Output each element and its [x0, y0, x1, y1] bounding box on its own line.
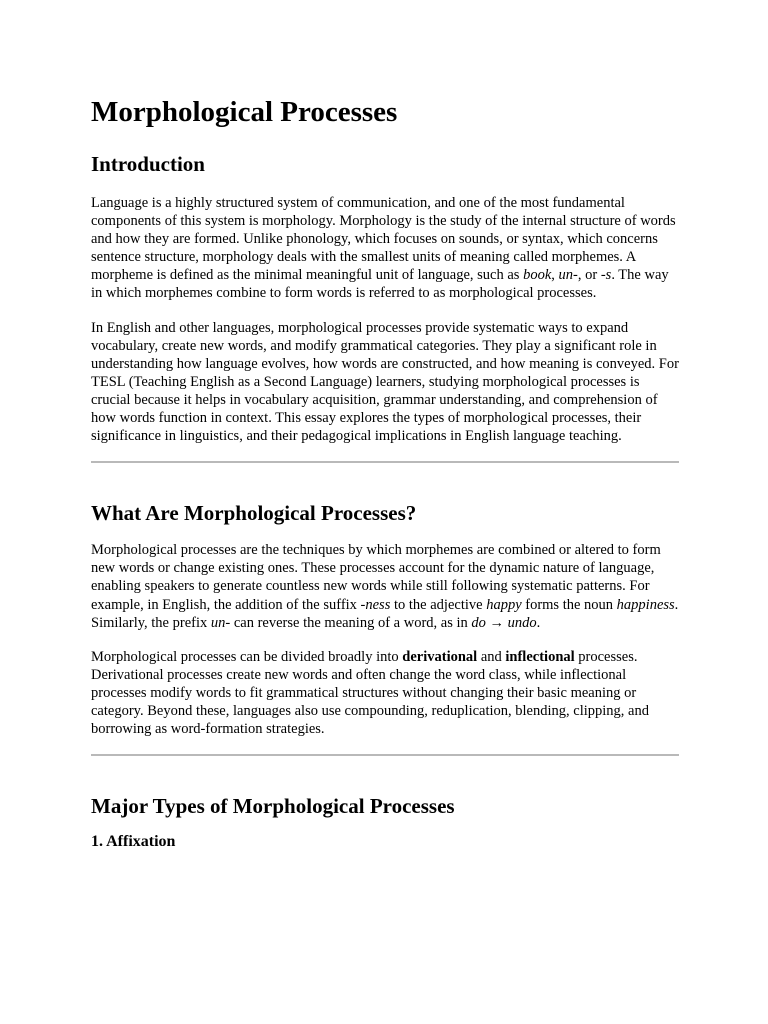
- text-run: and: [477, 648, 506, 665]
- example-word: un-: [210, 614, 231, 631]
- text-run: Morphological processes are the techniques by which morphemes are combined or altered to form new words or change existing ones. These processes account for the dynamic nature of language, enabling speakers to generate countless new words while still following systematic patterns. For example, in English, the addition of the suffix: [91, 542, 661, 613]
- what-paragraph-2: [91, 648, 679, 738]
- text-run: . Similarly, the prefix: [91, 596, 679, 631]
- text-run: Morphological processes can be divided broadly into: [91, 648, 403, 665]
- section-divider: [91, 754, 679, 756]
- text-run: .: [536, 614, 541, 631]
- example-word: -s: [600, 267, 612, 284]
- page-title: Morphological Processes: [91, 96, 398, 128]
- text-run: ,: [551, 267, 559, 284]
- document-page: [91, 92, 679, 853]
- section-heading-what-are: What Are Morphological Processes?: [91, 501, 417, 526]
- example-word: -ness: [360, 596, 391, 613]
- bold-term: inflectional: [505, 648, 575, 665]
- section-divider: [91, 461, 679, 463]
- text-run: forms the noun: [521, 596, 617, 613]
- example-word: un-: [558, 267, 578, 284]
- what-paragraph-1: [91, 541, 679, 631]
- bold-term: derivational: [402, 648, 478, 665]
- example-word: happiness: [616, 596, 675, 613]
- text-run: . The way in which morphemes combine to form words is referred to as morphological processes.: [91, 267, 669, 302]
- intro-paragraph-1: [91, 194, 679, 303]
- example-word: happy: [486, 596, 522, 613]
- subsection-heading-affixation: 1. Affixation: [91, 833, 176, 851]
- section-heading-introduction: Introduction: [91, 152, 205, 176]
- text-run: processes. Derivational processes create new words and often change the word class, while inflectional processes modify words to fit grammatical structures without changing their basic meaning or category. Beyond these, languages also use compounding, reduplication, blending, clipping, and borrowing as word-formation strategies.: [91, 648, 649, 738]
- text-run: can reverse the meaning of a word, as in: [230, 614, 472, 631]
- example-word: do → undo: [471, 614, 537, 631]
- text-run: Language is a highly structured system of communication, and one of the most fundamental components of this system is morphology. Morphology is the study of the internal structure of words and how they are formed. Unlike phonology, which focuses on sounds, or syntax, which concerns sentence structure, morphology deals with the smallest units of meaning called morphemes. A morpheme is defined as the minimal meaningful unit of language, such as: [91, 195, 676, 284]
- text-run: , or: [577, 267, 601, 284]
- text-run: to the adjective: [390, 596, 487, 613]
- section-heading-major-types: Major Types of Morphological Processes: [91, 794, 455, 819]
- intro-paragraph-2: In English and other languages, morphological processes provide systematic ways to expand vocabulary, create new words, and modify grammatical categories. They play a significant role in understanding how language evolves, how words are constructed, and how meaning is conveyed. For TESL (Teaching English as a Second Language) learners, studying morphological processes is crucial because it helps in vocabulary acquisition, grammar understanding, and comprehension of how words function in context. This essay explores the types of morphological processes, their significance in linguistics, and their pedagogical implications in English language teaching.: [91, 319, 679, 445]
- example-word: book: [523, 267, 552, 284]
